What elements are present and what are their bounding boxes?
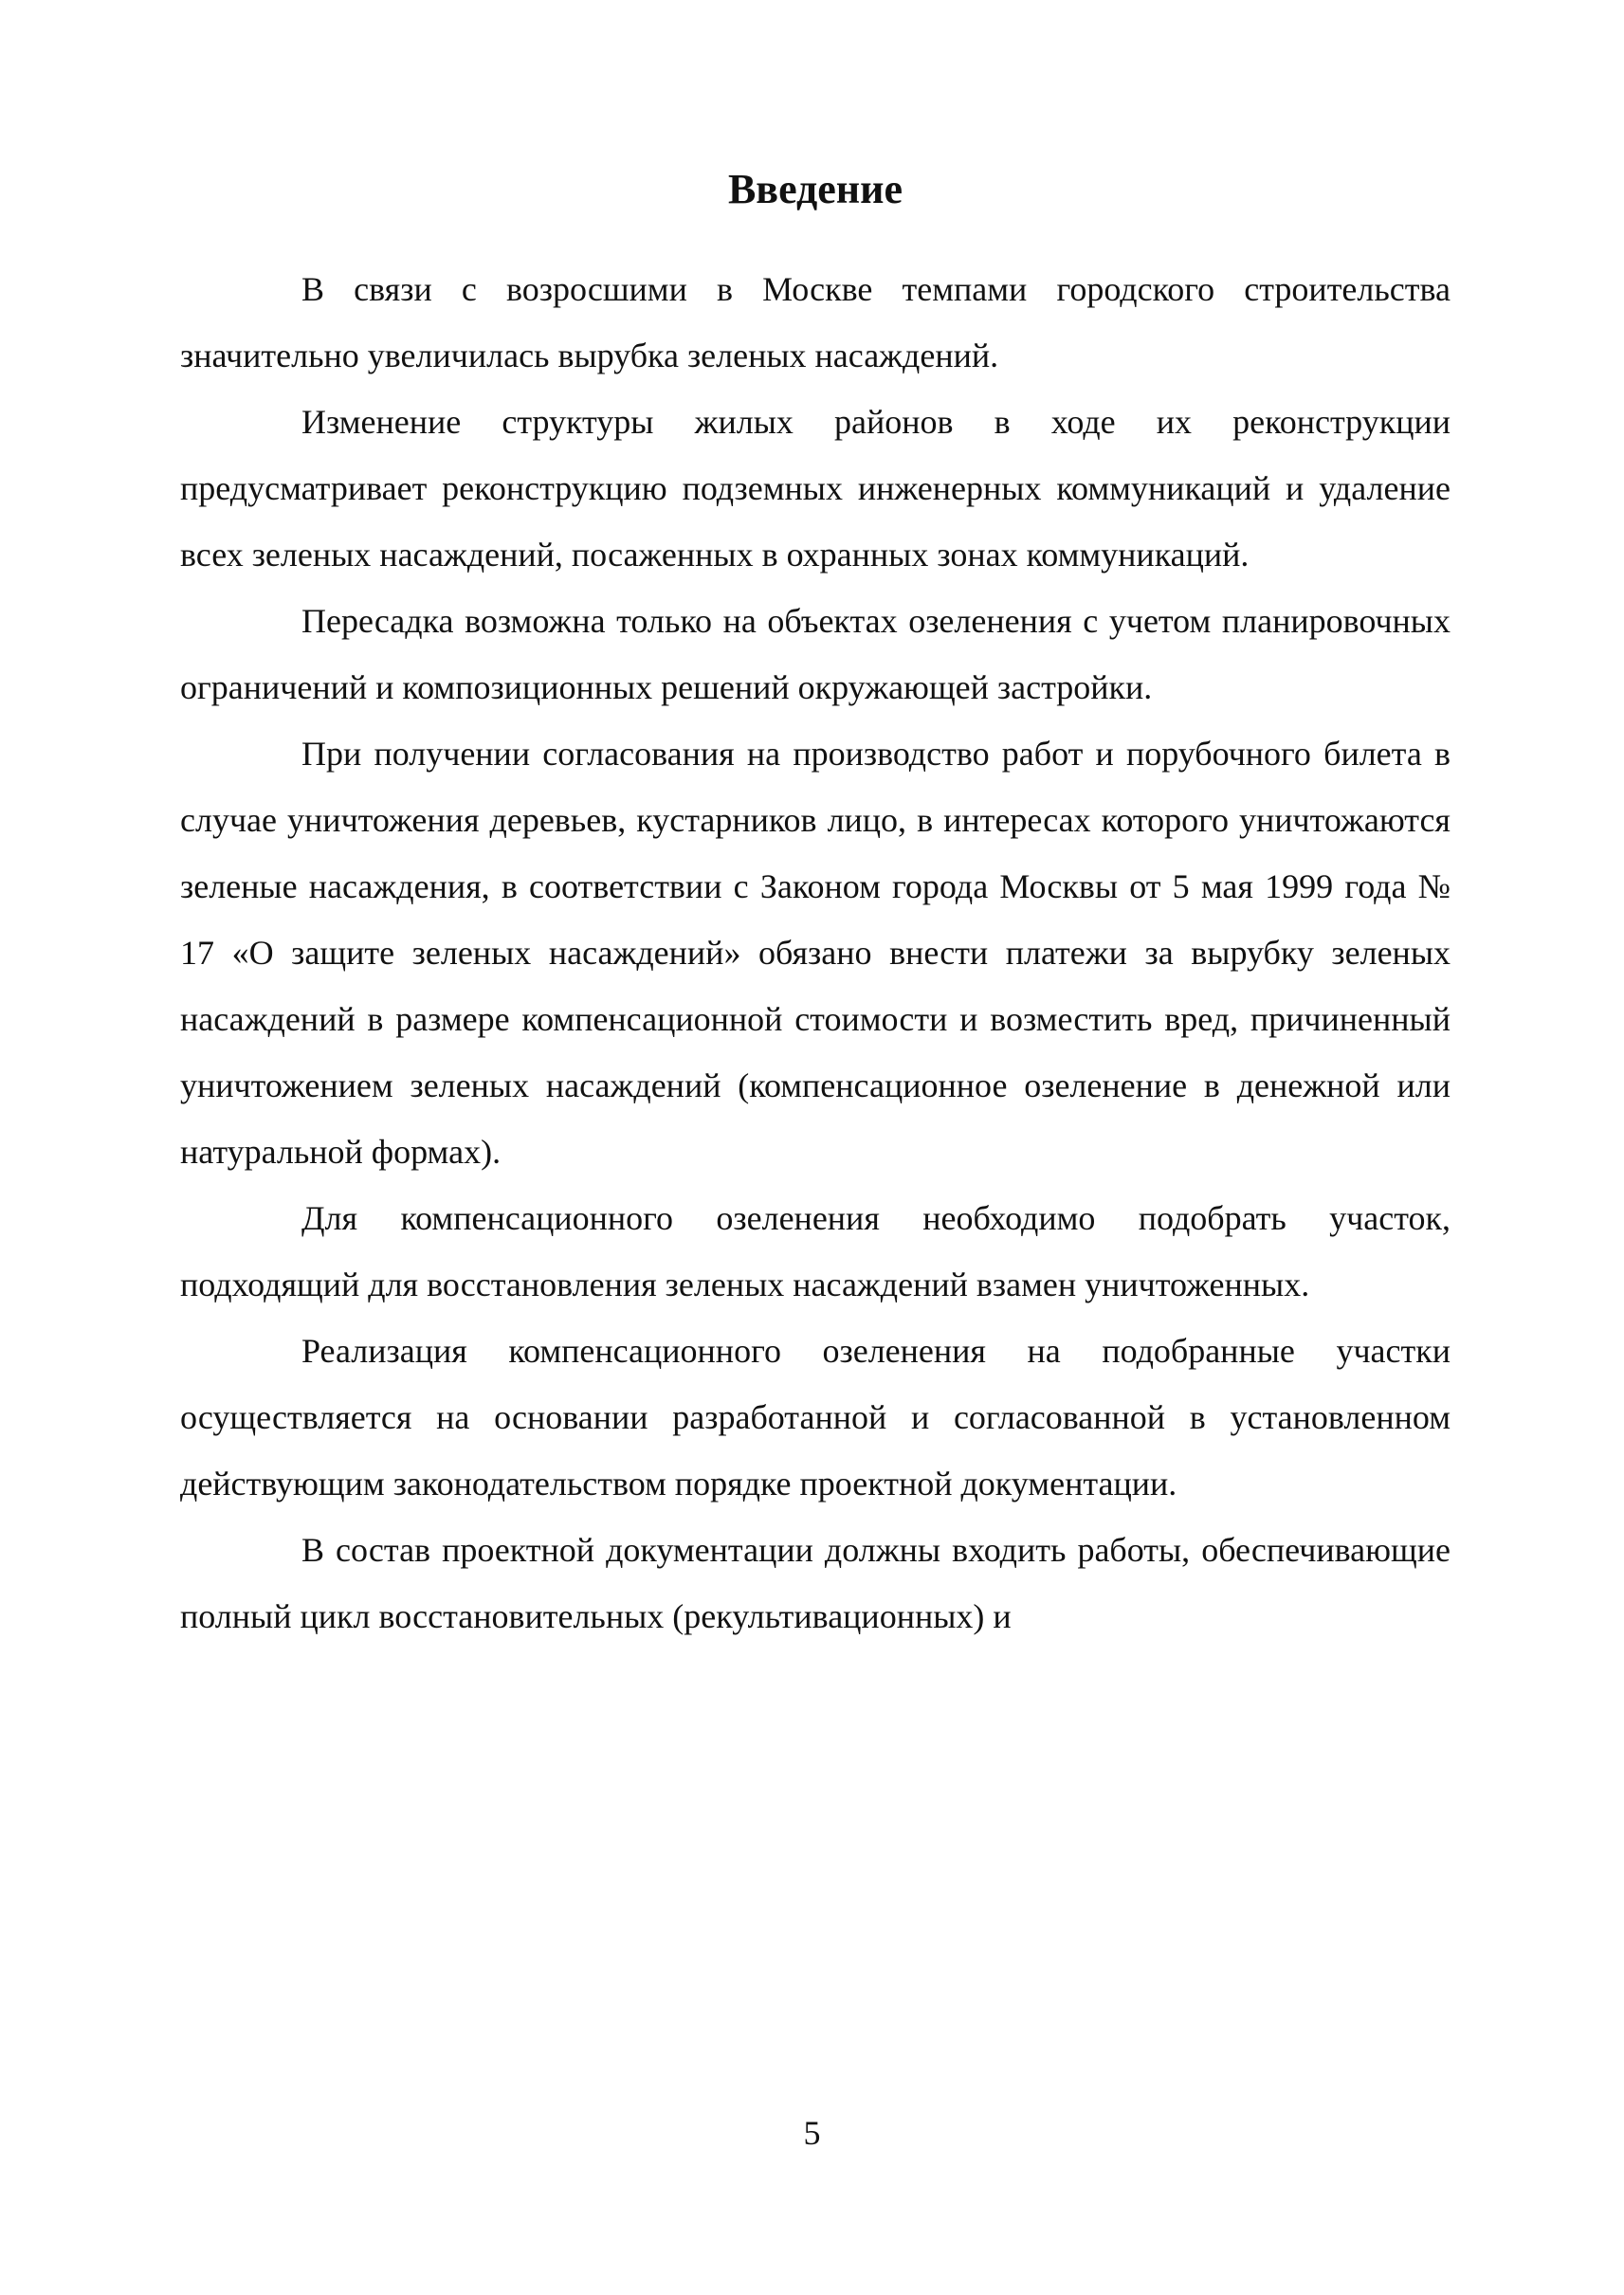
paragraph: Для компенсационного озеленения необходимо подобрать участок, подходящий для восстановления зеленых насаждений взамен уничтоженных.	[180, 1199, 1451, 1303]
paragraph: В связи с возросшими в Москве темпами городского строительства значительно увеличилась вырубка зеленых насаждений.	[180, 270, 1451, 374]
paragraph: Реализация компенсационного озеленения на подобранные участки осуществляется на основании разработанной и согласованной в установленном действующим законодательством порядке проектной документации.	[180, 1332, 1451, 1503]
paragraph: В состав проектной документации должны входить работы, обеспечивающие полный цикл восстановительных (рекультивационных) и	[180, 1531, 1451, 1635]
paragraph: Изменение структуры жилых районов в ходе их реконструкции предусматривает реконструкцию подземных инженерных коммуникаций и удаление всех зеленых насаждений, посаженных в охранных зонах коммуникаций.	[180, 403, 1451, 574]
document-page	[180, 161, 1451, 1649]
page-number: 5	[803, 2114, 821, 2152]
section-title: Введение	[727, 166, 903, 212]
paragraph: При получении согласования на производство работ и порубочного билета в случае уничтожения деревьев, кустарников лицо, в интересах которого уничтожаются зеленые насаждения, в соответствии с Законом города Москвы от 5 мая 1999 года № 17 «О защите зеленых насаждений» обязано внести платежи за вырубку зеленых насаждений в размере компенсационной стоимости и возместить вред, причиненный уничтожением зеленых насаждений (компенсационное озеленение в денежной или натуральной формах).	[180, 735, 1451, 1171]
paragraph: Пересадка возможна только на объектах озеленения с учетом планировочных ограничений и композиционных решений окружающей застройки.	[180, 602, 1451, 706]
